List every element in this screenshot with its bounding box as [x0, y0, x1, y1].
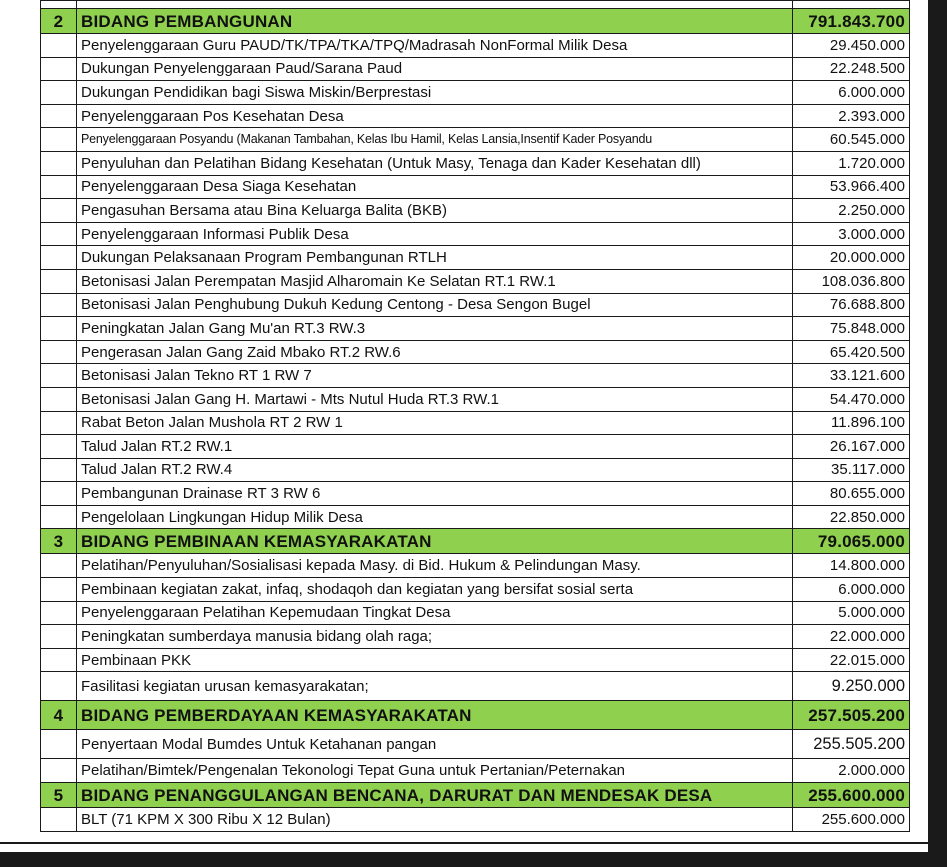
number-cell — [41, 34, 77, 58]
item-amount: 22.248.500 — [793, 57, 910, 81]
section-title: BIDANG PEMBANGUNAN — [77, 9, 793, 34]
number-cell — [41, 246, 77, 270]
item-description: Pengelolaan Lingkungan Hidup Milik Desa — [77, 505, 793, 529]
table-row — [41, 128, 910, 152]
table-row — [41, 199, 910, 223]
number-cell — [41, 293, 77, 317]
item-amount: 6.000.000 — [793, 81, 910, 105]
item-description: Betonisasi Jalan Gang H. Martawi - Mts Nutul Huda RT.3 RW.1 — [77, 387, 793, 411]
table-row — [41, 578, 910, 602]
table-row — [41, 364, 910, 388]
number-cell — [41, 81, 77, 105]
item-description: Pengerasan Jalan Gang Zaid Mbako RT.2 RW.6 — [77, 340, 793, 364]
section-number: 2 — [41, 9, 77, 34]
table-row — [41, 104, 910, 128]
item-amount: 20.000.000 — [793, 246, 910, 270]
number-cell — [41, 364, 77, 388]
item-description: Pembangunan Drainase RT 3 RW 6 — [77, 482, 793, 506]
table-row — [41, 435, 910, 459]
cell — [41, 1, 77, 9]
section-header-row — [41, 701, 910, 730]
table-row — [41, 411, 910, 435]
table-row — [41, 482, 910, 506]
item-description: Penyelenggaraan Informasi Publik Desa — [77, 222, 793, 246]
section-number: 5 — [41, 783, 77, 808]
item-amount: 14.800.000 — [793, 554, 910, 578]
item-description: Betonisasi Jalan Perempatan Masjid Alharomain Ke Selatan RT.1 RW.1 — [77, 269, 793, 293]
item-description: Rabat Beton Jalan Mushola RT 2 RW 1 — [77, 411, 793, 435]
section-header-row — [41, 9, 910, 34]
item-amount: 75.848.000 — [793, 317, 910, 341]
table-row — [41, 759, 910, 783]
number-cell — [41, 222, 77, 246]
table-row — [41, 730, 910, 759]
table-row — [41, 81, 910, 105]
item-description: Penyelenggaraan Guru PAUD/TK/TPA/TKA/TPQ/Madrasah NonFormal Milik Desa — [77, 34, 793, 58]
item-amount: 65.420.500 — [793, 340, 910, 364]
number-cell — [41, 387, 77, 411]
number-cell — [41, 269, 77, 293]
item-description: Penyelenggaraan Posyandu (Makanan Tambahan, Kelas Ibu Hamil, Kelas Lansia,Insentif Kader Posyandu — [77, 128, 793, 152]
number-cell — [41, 601, 77, 625]
table-row — [41, 175, 910, 199]
number-cell — [41, 435, 77, 459]
item-amount: 33.121.600 — [793, 364, 910, 388]
item-amount: 6.000.000 — [793, 578, 910, 602]
section-total: 79.065.000 — [793, 529, 910, 554]
item-amount: 108.036.800 — [793, 269, 910, 293]
item-amount: 80.655.000 — [793, 482, 910, 506]
item-amount: 2.250.000 — [793, 199, 910, 223]
item-description: Fasilitasi kegiatan urusan kemasyarakatan; — [77, 672, 793, 701]
table-row — [41, 808, 910, 832]
item-amount: 53.966.400 — [793, 175, 910, 199]
item-amount: 26.167.000 — [793, 435, 910, 459]
number-cell — [41, 199, 77, 223]
item-description: Pembinaan PKK — [77, 648, 793, 672]
item-amount: 5.000.000 — [793, 601, 910, 625]
table-row — [41, 672, 910, 701]
table-row — [41, 34, 910, 58]
item-amount: 35.117.000 — [793, 458, 910, 482]
item-amount: 54.470.000 — [793, 387, 910, 411]
number-cell — [41, 151, 77, 175]
section-number: 3 — [41, 529, 77, 554]
table-row — [41, 317, 910, 341]
number-cell — [41, 808, 77, 832]
item-amount: 255.505.200 — [793, 730, 910, 759]
number-cell — [41, 317, 77, 341]
section-title: BIDANG PENANGGULANGAN BENCANA, DARURAT DAN MENDESAK DESA — [77, 783, 793, 808]
number-cell — [41, 759, 77, 783]
number-cell — [41, 128, 77, 152]
table-row — [41, 554, 910, 578]
table-row — [41, 505, 910, 529]
number-cell — [41, 554, 77, 578]
number-cell — [41, 340, 77, 364]
section-title: BIDANG PEMBERDAYAAN KEMASYARAKATAN — [77, 701, 793, 730]
number-cell — [41, 482, 77, 506]
item-description: Pelatihan/Bimtek/Pengenalan Tekonologi Tepat Guna untuk Pertanian/Peternakan — [77, 759, 793, 783]
item-description: Betonisasi Jalan Tekno RT 1 RW 7 — [77, 364, 793, 388]
photo-frame-bottom — [0, 852, 947, 867]
item-amount: 2.000.000 — [793, 759, 910, 783]
item-amount: 60.545.000 — [793, 128, 910, 152]
item-description: Talud Jalan RT.2 RW.1 — [77, 435, 793, 459]
item-description: Peningkatan Jalan Gang Mu'an RT.3 RW.3 — [77, 317, 793, 341]
item-amount: 22.000.000 — [793, 625, 910, 649]
number-cell — [41, 458, 77, 482]
number-cell — [41, 104, 77, 128]
number-cell — [41, 672, 77, 701]
number-cell — [41, 730, 77, 759]
budget-table — [40, 0, 910, 832]
item-description: Betonisasi Jalan Penghubung Dukuh Kedung Centong - Desa Sengon Bugel — [77, 293, 793, 317]
item-amount: 22.850.000 — [793, 505, 910, 529]
number-cell — [41, 411, 77, 435]
item-description: Pengasuhan Bersama atau Bina Keluarga Balita (BKB) — [77, 199, 793, 223]
item-description: Pelatihan/Penyuluhan/Sosialisasi kepada Masy. di Bid. Hukum & Pelindungan Masy. — [77, 554, 793, 578]
table-top-row — [41, 1, 910, 9]
cell — [77, 1, 793, 9]
item-description: Pembinaan kegiatan zakat, infaq, shodaqoh dan kegiatan yang bersifat sosial serta — [77, 578, 793, 602]
item-description: Peningkatan sumberdaya manusia bidang olah raga; — [77, 625, 793, 649]
table-row — [41, 57, 910, 81]
number-cell — [41, 175, 77, 199]
table-row — [41, 458, 910, 482]
item-amount: 2.393.000 — [793, 104, 910, 128]
item-amount: 11.896.100 — [793, 411, 910, 435]
table-row — [41, 246, 910, 270]
section-total: 791.843.700 — [793, 9, 910, 34]
item-amount: 1.720.000 — [793, 151, 910, 175]
item-amount: 22.015.000 — [793, 648, 910, 672]
number-cell — [41, 57, 77, 81]
number-cell — [41, 648, 77, 672]
section-header-row — [41, 783, 910, 808]
table-row — [41, 648, 910, 672]
table-row — [41, 222, 910, 246]
table-row — [41, 151, 910, 175]
table-row — [41, 269, 910, 293]
item-description: Dukungan Penyelenggaraan Paud/Sarana Paud — [77, 57, 793, 81]
table-row — [41, 601, 910, 625]
photo-frame-right — [928, 0, 947, 867]
section-title: BIDANG PEMBINAAN KEMASYARAKATAN — [77, 529, 793, 554]
item-amount: 255.600.000 — [793, 808, 910, 832]
item-description: Dukungan Pelaksanaan Program Pembangunan RTLH — [77, 246, 793, 270]
item-description: Dukungan Pendidikan bagi Siswa Miskin/Berprestasi — [77, 81, 793, 105]
table-row — [41, 293, 910, 317]
item-amount: 3.000.000 — [793, 222, 910, 246]
cell — [793, 1, 910, 9]
frame-divider — [0, 842, 928, 844]
item-description: Talud Jalan RT.2 RW.4 — [77, 458, 793, 482]
section-header-row — [41, 529, 910, 554]
number-cell — [41, 578, 77, 602]
table-row — [41, 625, 910, 649]
item-description: Penyelenggaraan Desa Siaga Kesehatan — [77, 175, 793, 199]
item-amount: 29.450.000 — [793, 34, 910, 58]
table-row — [41, 387, 910, 411]
item-description: Penyuluhan dan Pelatihan Bidang Kesehatan (Untuk Masy, Tenaga dan Kader Kesehatan dll) — [77, 151, 793, 175]
item-description: Penyertaan Modal Bumdes Untuk Ketahanan pangan — [77, 730, 793, 759]
number-cell — [41, 625, 77, 649]
number-cell — [41, 505, 77, 529]
item-description: BLT (71 KPM X 300 Ribu X 12 Bulan) — [77, 808, 793, 832]
section-total: 257.505.200 — [793, 701, 910, 730]
item-amount: 9.250.000 — [793, 672, 910, 701]
item-description: Penyelenggaraan Pos Kesehatan Desa — [77, 104, 793, 128]
item-amount: 76.688.800 — [793, 293, 910, 317]
item-description: Penyelenggaraan Pelatihan Kepemudaan Tingkat Desa — [77, 601, 793, 625]
table-row — [41, 340, 910, 364]
section-number: 4 — [41, 701, 77, 730]
section-total: 255.600.000 — [793, 783, 910, 808]
